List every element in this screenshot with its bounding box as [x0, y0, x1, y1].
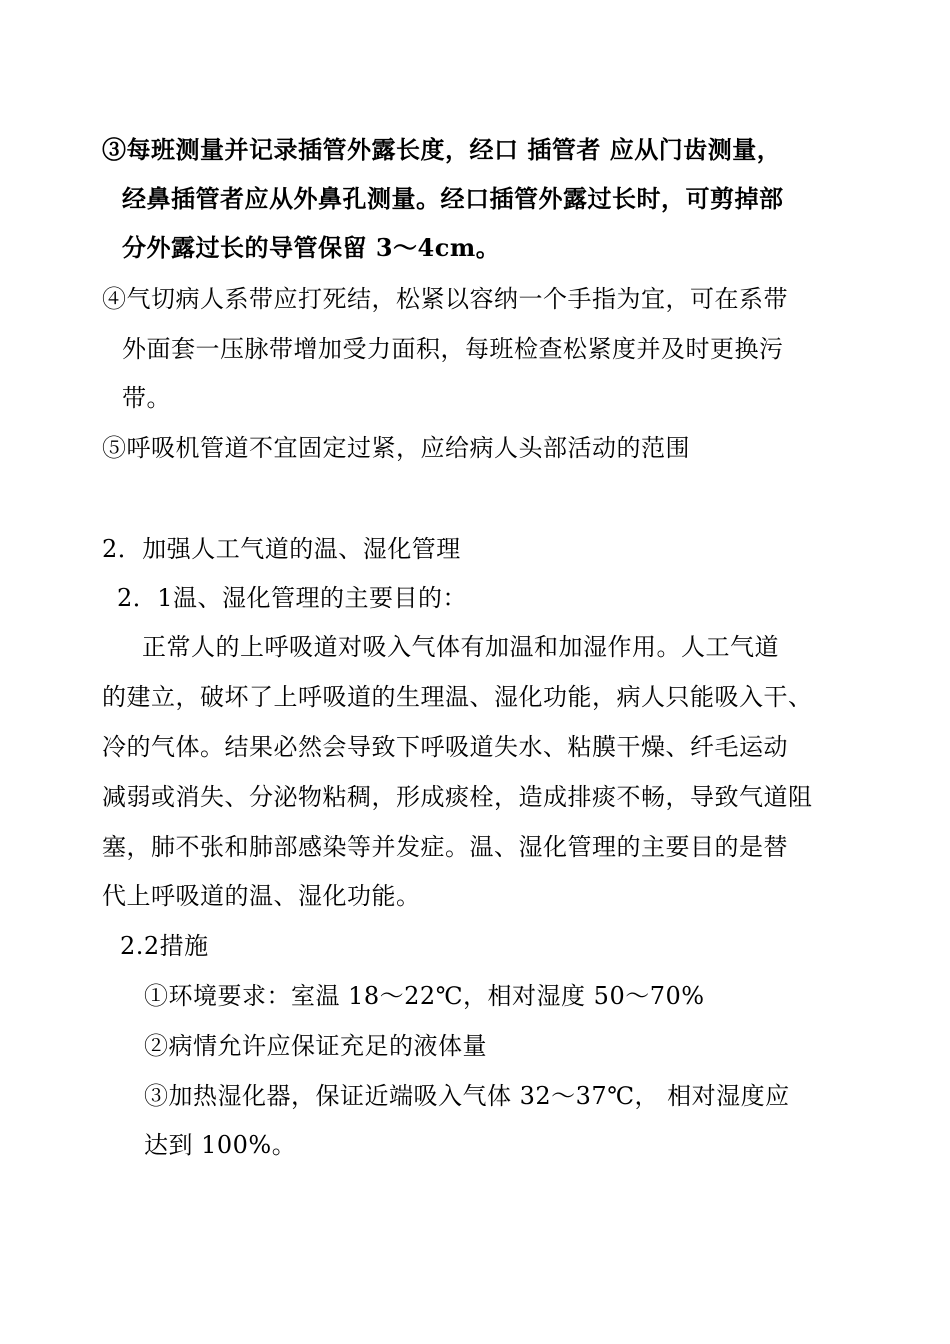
section2-1-paragraph-line-4: 减弱或消失、分泌物粘稠，形成痰栓，造成排痰不畅，导致气道阻 [102, 783, 813, 811]
item3-line-2: 经鼻插管者应从外鼻孔测量。经口插管外露过长时，可剪掉部 [122, 184, 784, 213]
section2-2-heading: 2.2措施 [120, 932, 209, 960]
item4-line-3: 带。 [122, 384, 171, 412]
section2-1-heading: 2．1温、湿化管理的主要目的： [117, 584, 468, 612]
item5-line: ⑤呼吸机管道不宜固定过紧，应给病人头部活动的范围 [102, 434, 690, 462]
item3-line-3: 分外露过长的导管保留 3～4cm。 [122, 233, 501, 262]
section2-1-paragraph-line-1: 正常人的上呼吸道对吸入气体有加温和加湿作用。人工气道 [142, 633, 779, 661]
measure-3-line-2: 达到 100%。 [144, 1131, 297, 1159]
item4-line-1: ④气切病人系带应打死结，松紧以容纳一个手指为宜，可在系带 [102, 285, 788, 313]
measure-1: ①环境要求：室温 18～22℃，相对湿度 50～70% [144, 982, 705, 1010]
measure-3-line-1: ③加热湿化器，保证近端吸入气体 32～37℃， 相对湿度应 [144, 1082, 790, 1110]
section2-1-paragraph-line-3: 冷的气体。结果必然会导致下呼吸道失水、粘膜干燥、纤毛运动 [102, 733, 788, 761]
section2-1-paragraph-line-5: 塞，肺不张和肺部感染等并发症。温、湿化管理的主要目的是替 [102, 833, 788, 861]
item3-line-1: ③每班测量并记录插管外露长度，经口 插管者 应从门齿测量， [102, 135, 782, 164]
section2-1-paragraph-line-6: 代上呼吸道的温、湿化功能。 [102, 882, 421, 910]
section2-1-paragraph-line-2: 的建立，破坏了上呼吸道的生理温、湿化功能，病人只能吸入干、 [102, 683, 813, 711]
item4-line-2: 外面套一压脉带增加受力面积，每班检查松紧度并及时更换污 [122, 335, 784, 363]
measure-2: ②病情允许应保证充足的液体量 [144, 1032, 487, 1060]
section2-heading: 2．加强人工气道的温、湿化管理 [102, 535, 461, 563]
